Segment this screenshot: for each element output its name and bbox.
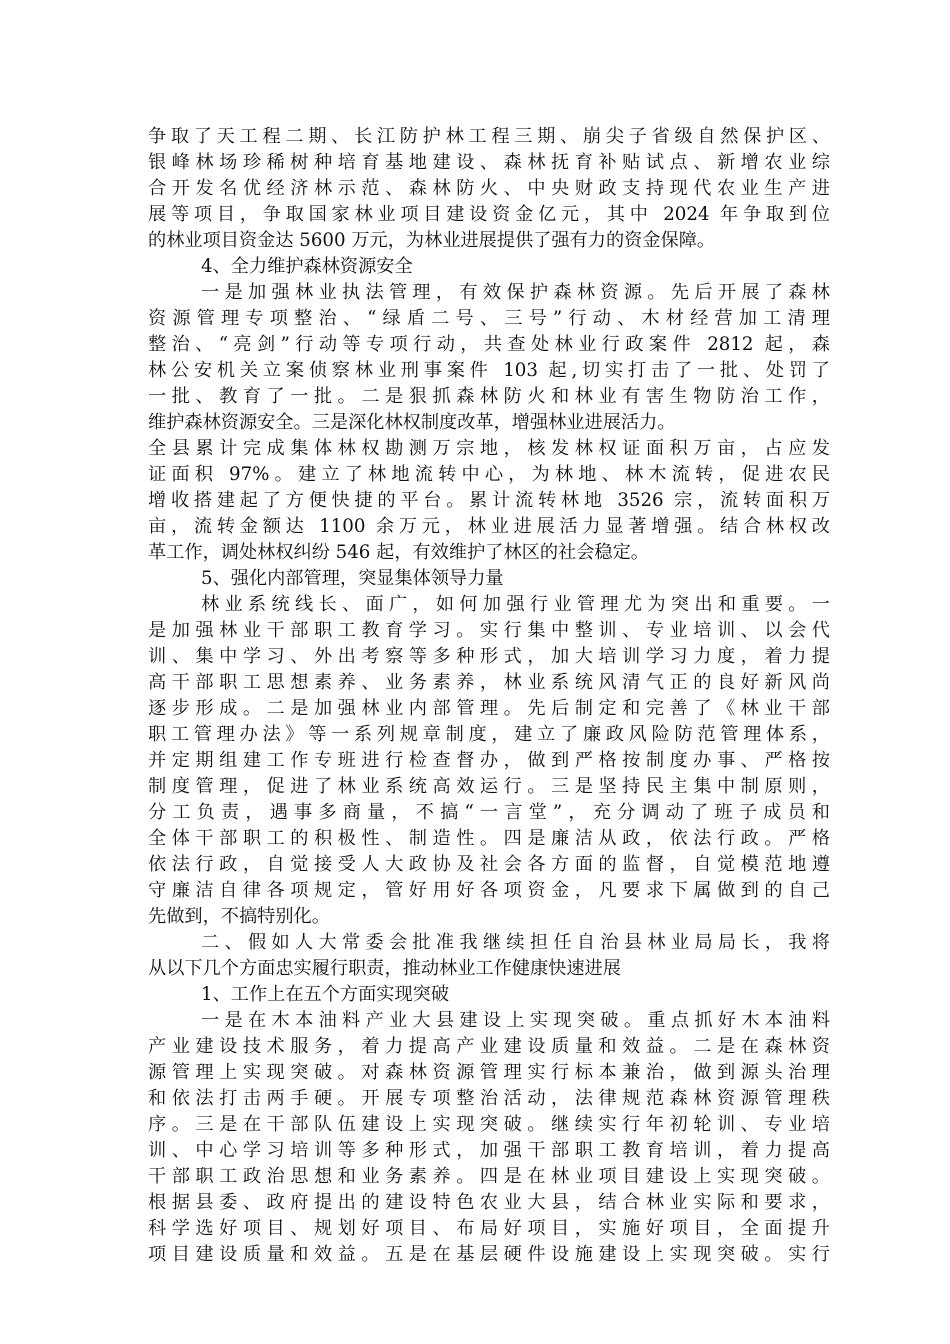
text-line: 是加强林业干部职工教育学习。实行集中整训、专业培训、以会代 — [148, 620, 830, 641]
text-line: 亩，流转金额达 1100 余万元，林业进展活力显著增强。结合林权改 — [148, 516, 830, 537]
text-line: 并定期组建工作专班进行检查督办，做到严格按制度办事、严格按 — [148, 750, 830, 771]
text-line: 展等项目，争取国家林业项目建设资金亿元，其中 2024 年争取到位 — [148, 204, 830, 225]
text-line: 二、假如人大常委会批准我继续担任自治县林业局局长，我将 — [201, 932, 830, 953]
text-line: 1、工作上在五个方面实现突破 — [201, 984, 450, 1005]
text-line: 证面积 97%。建立了林地流转中心，为林地、林木流转，促进农民 — [148, 464, 830, 485]
text-line: 全体干部职工的积极性、制造性。四是廉洁从政，依法行政。严格 — [148, 828, 830, 849]
text-line: 干部职工政治思想和业务素养。四是在林业项目建设上实现突破。 — [148, 1166, 830, 1187]
text-line: 项目建设质量和效益。五是在基层硬件设施建设上实现突破。实行 — [148, 1244, 830, 1265]
text-line: 的林业项目资金达 5600 万元，为林业进展提供了强有力的资金保障。 — [148, 230, 716, 251]
text-line: 合开发名优经济林示范、森林防火、中央财政支持现代农业生产进 — [148, 178, 830, 199]
text-line: 林业系统线长、面广，如何加强行业管理尤为突出和重要。一 — [201, 594, 830, 615]
text-line: 维护森林资源安全。三是深化林权制度改革，增强林业进展活力。 — [148, 412, 676, 433]
text-line: 资源管理专项整治、“绿盾二号、三号”行动、木材经营加工清理 — [148, 308, 830, 329]
text-line: 制度管理，促进了林业系统高效运行。三是坚持民主集中制原则， — [148, 776, 830, 797]
text-line: 林公安机关立案侦察林业刑事案件 103 起,切实打击了一批、处罚了 — [148, 360, 830, 381]
text-line: 先做到，不搞特别化。 — [148, 906, 330, 927]
text-line: 增收搭建起了方便快捷的平台。累计流转林地 3526 宗，流转面积万 — [148, 490, 830, 511]
text-line: 和依法打击两手硬。开展专项整治活动，法律规范森林资源管理秩 — [148, 1088, 830, 1109]
text-line: 争取了天工程二期、长江防护林工程三期、崩尖子省级自然保护区、 — [148, 126, 830, 147]
text-line: 一是在木本油料产业大县建设上实现突破。重点抓好木本油料 — [201, 1010, 830, 1031]
text-line: 从以下几个方面忠实履行职责，推动林业工作健康快速进展 — [148, 958, 621, 979]
text-line: 5、强化内部管理，突显集体领导力量 — [201, 568, 504, 589]
text-line: 全县累计完成集体林权勘测万宗地，核发林权证面积万亩，占应发 — [148, 438, 830, 459]
text-line: 银峰林场珍稀树种培育基地建设、森林抚育补贴试点、新增农业综 — [148, 152, 830, 173]
text-line: 分工负责，遇事多商量，不搞“一言堂”，充分调动了班子成员和 — [148, 802, 830, 823]
text-line: 4、全力维护森林资源安全 — [201, 256, 413, 277]
text-line: 逐步形成。二是加强林业内部管理。先后制定和完善了《林业干部 — [148, 698, 830, 719]
text-line: 序。三是在干部队伍建设上实现突破。继续实行年初轮训、专业培 — [148, 1114, 830, 1135]
text-line: 源管理上实现突破。对森林资源管理实行标本兼治，做到源头治理 — [148, 1062, 830, 1083]
text-line: 整治、“亮剑”行动等专项行动，共查处林业行政案件 2812 起，森 — [148, 334, 830, 355]
text-line: 守廉洁自律各项规定，管好用好各项资金，凡要求下属做到的自己 — [148, 880, 830, 901]
text-line: 训、集中学习、外出考察等多种形式，加大培训学习力度，着力提 — [148, 646, 830, 667]
document-page — [148, 124, 830, 1268]
text-line: 科学选好项目、规划好项目、布局好项目，实施好项目，全面提升 — [148, 1218, 830, 1239]
text-line: 一是加强林业执法管理，有效保护森林资源。先后开展了森林 — [201, 282, 830, 303]
text-line: 依法行政，自觉接受人大政协及社会各方面的监督，自觉模范地遵 — [148, 854, 830, 875]
text-line: 革工作，调处林权纠纷 546 起，有效维护了林区的社会稳定。 — [148, 542, 649, 563]
text-line: 职工管理办法》等一系列规章制度，建立了廉政风险防范管理体系， — [148, 724, 830, 745]
text-line: 根据县委、政府提出的建设特色农业大县，结合林业实际和要求， — [148, 1192, 830, 1213]
text-line: 一批、教育了一批。二是狠抓森林防火和林业有害生物防治工作， — [148, 386, 830, 407]
text-line: 产业建设技术服务，着力提高产业建设质量和效益。二是在森林资 — [148, 1036, 830, 1057]
text-line: 高干部职工思想素养、业务素养，林业系统风清气正的良好新风尚 — [148, 672, 830, 693]
text-line: 训、中心学习培训等多种形式，加强干部职工教育培训，着力提高 — [148, 1140, 830, 1161]
